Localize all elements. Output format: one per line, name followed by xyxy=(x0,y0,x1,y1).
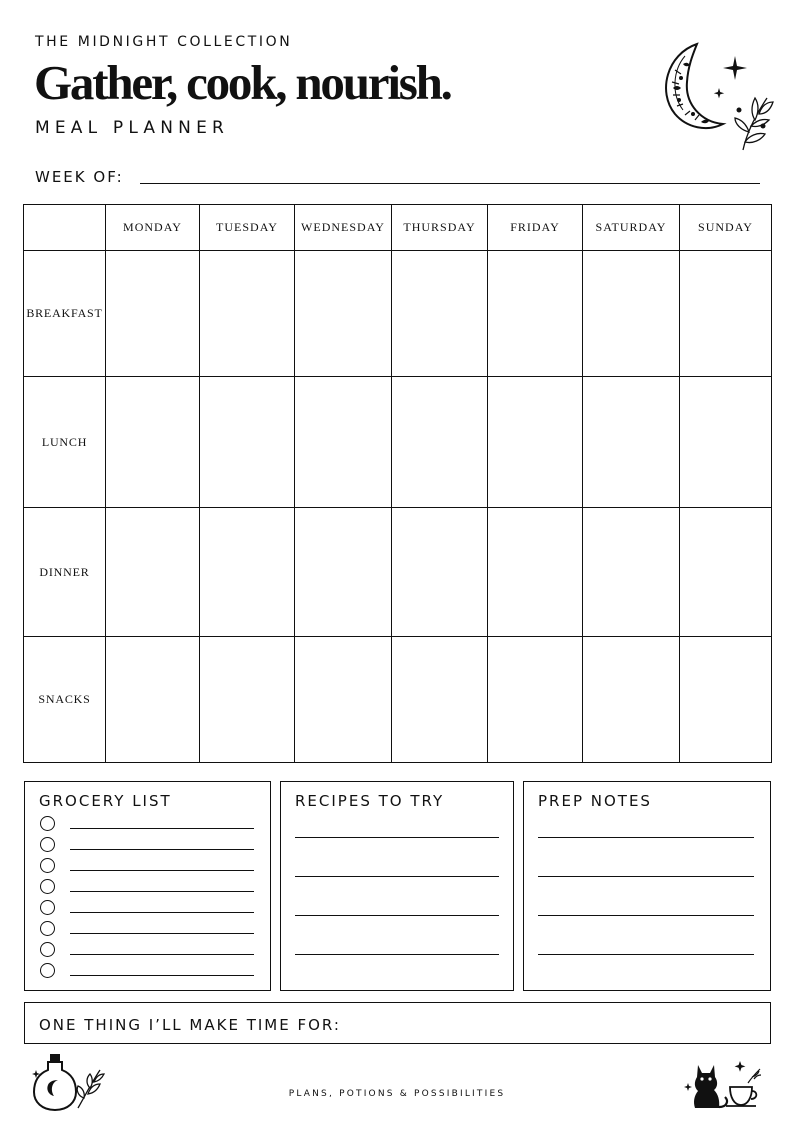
meal-cell[interactable] xyxy=(200,637,295,763)
black-cat-icon xyxy=(682,1055,764,1111)
meal-planner-grid xyxy=(23,204,772,763)
grocery-checkbox[interactable] xyxy=(40,921,55,936)
meal-cell[interactable] xyxy=(680,637,772,763)
meal-cell[interactable] xyxy=(583,377,680,508)
sparkle-star-icon xyxy=(723,56,747,80)
page-subtitle: MEAL PLANNER xyxy=(35,118,230,138)
meal-cell[interactable] xyxy=(488,637,583,763)
meal-cell[interactable] xyxy=(200,251,295,377)
meal-cell[interactable] xyxy=(295,377,392,508)
grocery-checkbox[interactable] xyxy=(40,879,55,894)
collection-name: THE MIDNIGHT COLLECTION xyxy=(35,34,293,50)
meal-label-lunch: LUNCH xyxy=(24,377,106,508)
footer-tagline: PLANS, POTIONS & POSSIBILITIES xyxy=(288,1089,506,1099)
recipes-to-try-box xyxy=(280,781,514,991)
grocery-item-line[interactable] xyxy=(70,828,254,829)
meal-cell[interactable] xyxy=(680,508,772,637)
leaf-sprig-icon xyxy=(735,98,773,150)
grocery-item-line[interactable] xyxy=(70,870,254,871)
grocery-checkbox[interactable] xyxy=(40,816,55,831)
prep-note-line[interactable] xyxy=(538,915,754,916)
week-of-field[interactable] xyxy=(140,183,760,184)
day-header-saturday: SATURDAY xyxy=(583,205,680,251)
day-header-wednesday: WEDNESDAY xyxy=(295,205,392,251)
day-header-friday: FRIDAY xyxy=(488,205,583,251)
meal-cell[interactable] xyxy=(200,377,295,508)
grocery-item-line[interactable] xyxy=(70,954,254,955)
meal-row-dinner xyxy=(24,508,772,637)
meal-cell[interactable] xyxy=(106,508,200,637)
meal-cell[interactable] xyxy=(583,637,680,763)
meal-cell[interactable] xyxy=(392,508,488,637)
grocery-checkbox[interactable] xyxy=(40,837,55,852)
meal-cell[interactable] xyxy=(583,508,680,637)
meal-cell[interactable] xyxy=(488,251,583,377)
prep-notes-title: PREP NOTES xyxy=(538,792,652,810)
grocery-checkbox[interactable] xyxy=(40,900,55,915)
meal-row-breakfast xyxy=(24,251,772,377)
prep-note-line[interactable] xyxy=(538,876,754,877)
crescent-moon-icon xyxy=(655,40,775,158)
day-header-sunday: SUNDAY xyxy=(680,205,772,251)
grocery-list-box xyxy=(24,781,271,991)
prep-note-line[interactable] xyxy=(538,954,754,955)
meal-cell[interactable] xyxy=(295,637,392,763)
meal-cell[interactable] xyxy=(200,508,295,637)
day-header-monday: MONDAY xyxy=(106,205,200,251)
potion-bottle-icon xyxy=(28,1050,108,1114)
teacup-icon xyxy=(726,1069,761,1106)
grocery-item-line[interactable] xyxy=(70,891,254,892)
grocery-checkbox[interactable] xyxy=(40,858,55,873)
grocery-item-line[interactable] xyxy=(70,933,254,934)
meal-cell[interactable] xyxy=(106,377,200,508)
make-time-box[interactable] xyxy=(24,1002,771,1044)
meal-label-dinner: DINNER xyxy=(24,508,106,637)
meal-cell[interactable] xyxy=(583,251,680,377)
meal-cell[interactable] xyxy=(106,637,200,763)
day-header-tuesday: TUESDAY xyxy=(200,205,295,251)
meal-cell[interactable] xyxy=(680,251,772,377)
meal-label-breakfast: BREAKFAST xyxy=(24,251,106,377)
grocery-item-line[interactable] xyxy=(70,849,254,850)
meal-cell[interactable] xyxy=(392,251,488,377)
meal-row-snacks xyxy=(24,637,772,763)
day-header-thursday: THURSDAY xyxy=(392,205,488,251)
meal-row-lunch xyxy=(24,377,772,508)
grocery-list-title: GROCERY LIST xyxy=(39,792,172,810)
meal-label-snacks: SNACKS xyxy=(24,637,106,763)
make-time-label: ONE THING I’LL MAKE TIME FOR: xyxy=(39,1016,341,1034)
prep-note-line[interactable] xyxy=(538,837,754,838)
corner-cell xyxy=(24,205,106,251)
grocery-checkbox[interactable] xyxy=(40,942,55,957)
page-title: Gather, cook, nourish. xyxy=(34,55,451,110)
meal-cell[interactable] xyxy=(295,508,392,637)
meal-cell[interactable] xyxy=(488,508,583,637)
recipe-line[interactable] xyxy=(295,954,499,955)
grocery-checkbox[interactable] xyxy=(40,963,55,978)
recipe-line[interactable] xyxy=(295,876,499,877)
recipe-line[interactable] xyxy=(295,837,499,838)
meal-cell[interactable] xyxy=(295,251,392,377)
prep-notes-box xyxy=(523,781,771,991)
recipe-line[interactable] xyxy=(295,915,499,916)
day-header-row xyxy=(24,205,772,251)
meal-cell[interactable] xyxy=(392,637,488,763)
meal-cell[interactable] xyxy=(680,377,772,508)
recipes-to-try-title: RECIPES TO TRY xyxy=(295,792,445,810)
meal-cell[interactable] xyxy=(106,251,200,377)
meal-cell[interactable] xyxy=(392,377,488,508)
grocery-item-line[interactable] xyxy=(70,912,254,913)
meal-cell[interactable] xyxy=(488,377,583,508)
week-of-label: WEEK OF: xyxy=(35,168,124,186)
grocery-item-line[interactable] xyxy=(70,975,254,976)
